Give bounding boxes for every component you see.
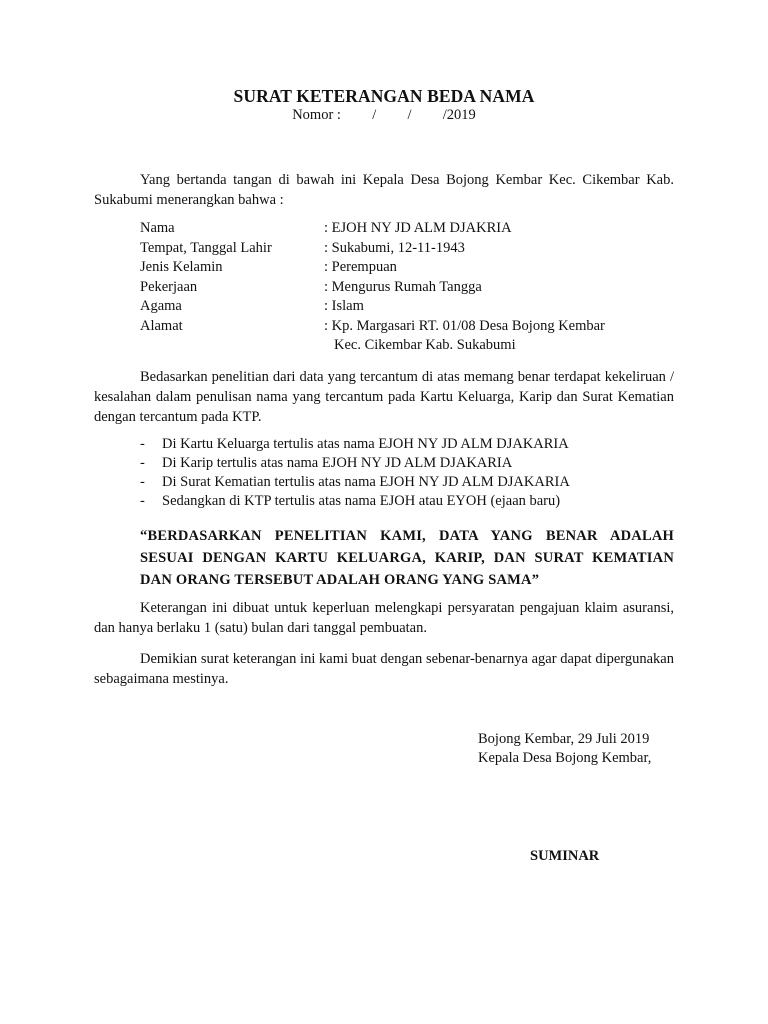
list-item <box>140 454 680 473</box>
field-label: Pekerjaan <box>140 278 198 295</box>
address-continuation: Kec. Cikembar Kab. Sukabumi <box>334 337 516 353</box>
signature-block <box>478 730 651 768</box>
letter-number-year: /2019 <box>442 107 476 123</box>
conclusion-statement: “BERDASARKAN PENELITIAN KAMI, DATA YANG BENAR ADALAH SESUAI DENGAN KARTU KELUARGA, KARIP, DAN SURAT KEMATIAN DAN ORANG TERSEBUT ADALAH ORANG YANG SAMA” <box>140 528 674 588</box>
identity-fields <box>140 219 680 356</box>
field-row-job <box>140 278 680 298</box>
field-value: : Islam <box>324 298 364 314</box>
signer-name: SUMINAR <box>530 848 600 864</box>
purpose-paragraph <box>94 598 674 638</box>
field-row-gender <box>140 258 680 278</box>
field-label: Jenis Kelamin <box>140 259 223 275</box>
field-label: Agama <box>140 298 182 314</box>
purpose-text: Keterangan ini dibuat untuk keperluan melengkapi persyaratan pengajuan klaim asuransi, dan hanya berlaku 1 (satu) bulan dari tanggal pembuatan. <box>94 600 674 636</box>
list-item-text: Di Kartu Keluarga tertulis atas nama EJOH NY JD ALM DJAKARIA <box>162 436 569 452</box>
list-item-text: Sedangkan di KTP tertulis atas nama EJOH atau EYOH (ejaan baru) <box>162 493 561 509</box>
list-item <box>140 473 680 492</box>
list-item-text: Di Surat Kematian tertulis atas nama EJOH NY JD ALM DJAKARIA <box>162 474 570 490</box>
letter-number-label: Nomor : <box>292 107 341 123</box>
field-row-nama <box>140 219 680 239</box>
letter-number-sep-1: / <box>372 107 377 123</box>
list-item <box>140 492 680 511</box>
field-value: : Sukabumi, 12-11-1943 <box>324 239 465 256</box>
letter-number <box>0 107 768 124</box>
list-dash: - <box>140 474 145 490</box>
field-value: : Perempuan <box>324 259 397 275</box>
closing-text: Demikian surat keterangan ini kami buat dengan sebenar-benarnya agar dapat dipergunakan sebagaimana mestinya. <box>94 651 674 687</box>
field-value: : Mengurus Rumah Tangga <box>324 278 482 295</box>
findings-text: Bedasarkan penelitian dari data yang tercantum di atas memang benar terdapat kekeliruan / kesalahan dalam penulisan nama yang tercantum pada Kartu Keluarga, Karip dan Surat Kematian dengan tercantum pada KTP. <box>94 369 674 425</box>
field-label: Tempat, Tanggal Lahir <box>140 239 272 256</box>
signature-place-date: Bojong Kembar, 29 Juli 2019 <box>478 731 650 747</box>
signature-position: Kepala Desa Bojong Kembar, <box>478 750 652 766</box>
list-item-text: Di Karip tertulis atas nama EJOH NY JD ALM DJAKARIA <box>162 455 513 471</box>
letter-number-sep-2: / <box>407 107 412 123</box>
field-label: Alamat <box>140 317 183 334</box>
document-title: SURAT KETERANGAN BEDA NAMA <box>233 86 535 106</box>
field-value: : Kp. Margasari RT. 01/08 Desa Bojong Kembar <box>324 317 605 334</box>
list-dash: - <box>140 455 145 471</box>
discrepancy-list <box>140 435 680 511</box>
intro-text: Yang bertanda tangan di bawah ini Kepala Desa Bojong Kembar Kec. Cikembar Kab. Sukabumi menerangkan bahwa : <box>94 172 674 208</box>
list-item <box>140 435 680 454</box>
field-value: : EJOH NY JD ALM DJAKRIA <box>324 220 512 236</box>
closing-paragraph <box>94 649 674 689</box>
list-dash: - <box>140 493 145 509</box>
list-dash: - <box>140 436 145 452</box>
field-row-religion <box>140 297 680 317</box>
field-row-address-cont <box>140 336 680 356</box>
field-row-address <box>140 317 680 337</box>
findings-paragraph <box>94 367 674 427</box>
field-label: Nama <box>140 220 175 236</box>
intro-paragraph <box>94 170 674 210</box>
field-row-ttl <box>140 239 680 259</box>
